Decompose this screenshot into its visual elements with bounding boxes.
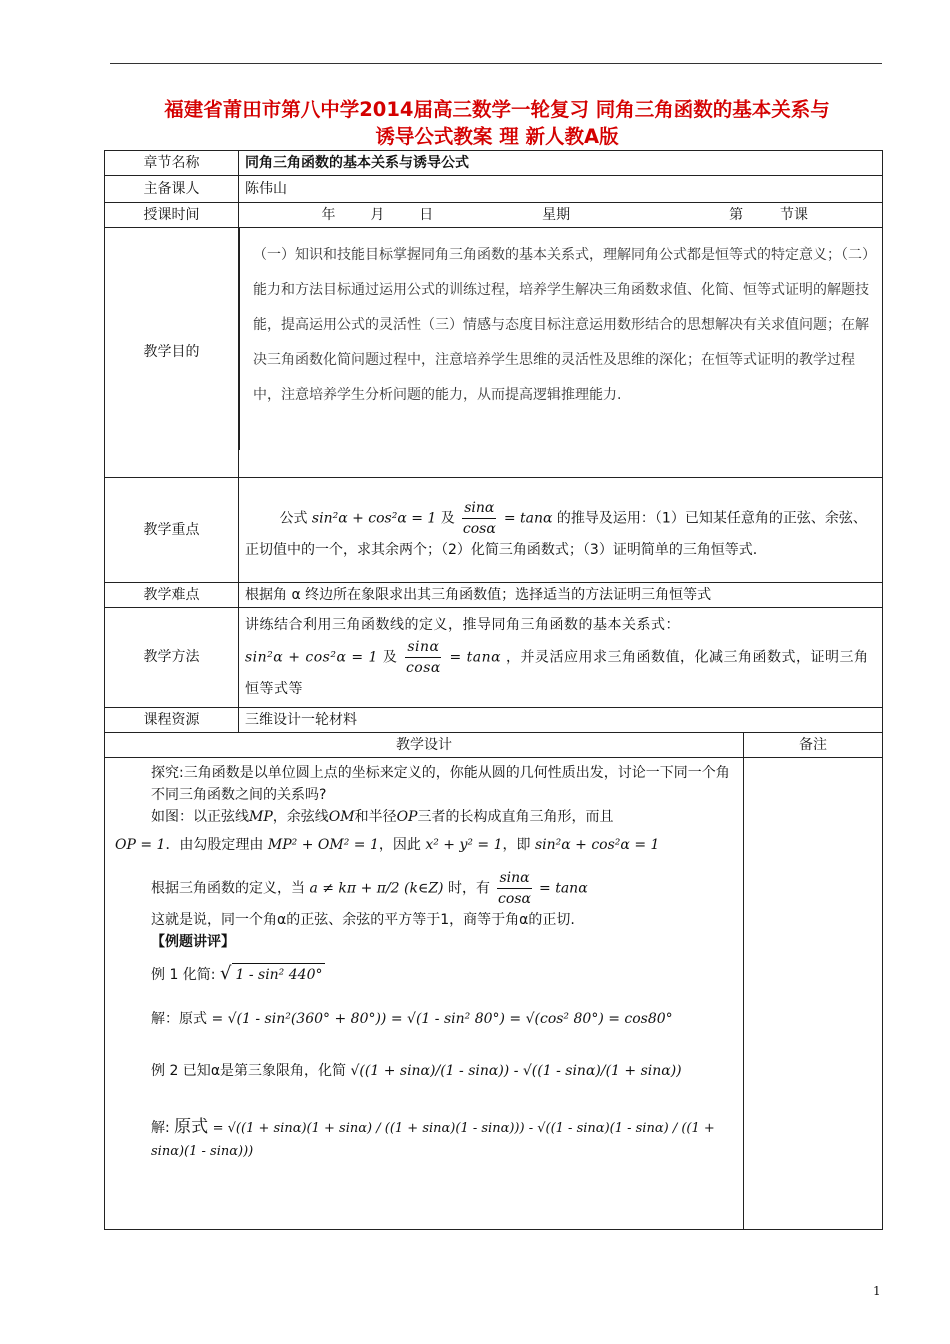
key-and: 及 — [440, 510, 455, 527]
time-month: 月 — [370, 206, 385, 223]
design-pythag: MP² + OM² = 1 — [267, 837, 379, 853]
design-xy: x² + y² = 1 — [425, 837, 503, 853]
chapter-value: 同角三角函数的基本关系与诱导公式 — [239, 151, 883, 176]
design-p4b: 时，有 — [447, 880, 490, 897]
design-mp: MP — [249, 809, 273, 825]
design-p3c: ，即 — [502, 837, 531, 853]
remark-header: 备注 — [744, 733, 883, 758]
time-section-post: 节课 — [779, 206, 808, 223]
document-title — [108, 96, 886, 150]
key-value — [239, 478, 883, 583]
method-formula-2: = tanα — [449, 649, 502, 666]
design-p2a: 如图：以正弦线 — [151, 809, 249, 825]
difficulty-value: 根据角 α 终边所在象限求出其三角函数值；选择适当的方法证明三角恒等式 — [239, 583, 883, 608]
purpose-inset — [239, 228, 882, 475]
design-header: 教学设计 — [105, 733, 744, 758]
design-p5: 这就是说，同一个角α的正弦、余弦的平方等于1，商等于角α的正切. — [151, 912, 575, 928]
key-label: 教学重点 — [105, 478, 239, 583]
key-fraction — [462, 498, 496, 539]
key-frac-num: sinα — [462, 498, 496, 519]
design-tan: = tanα — [539, 880, 588, 897]
teacher-value: 陈伟山 — [239, 176, 883, 203]
solution-2-expr: = √((1 + sinα)(1 + sinα) / ((1 + sinα)(1 - sinα))) - √((1 - sinα)(1 - sinα) / ((1 + sinα)(1 - sinα))) — [151, 1121, 715, 1159]
method-frac-den: cosα — [405, 660, 441, 676]
method-value — [239, 608, 883, 708]
design-p2 — [115, 806, 735, 828]
design-fraction — [497, 868, 531, 909]
page-number: 1 — [873, 1284, 881, 1298]
teacher-label: 主备课人 — [105, 176, 239, 203]
design-op1: OP = 1 — [115, 837, 166, 853]
row-key-points — [105, 478, 883, 583]
design-p4a: 根据三角函数的定义，当 — [151, 880, 305, 897]
design-p2d: 三者的长构成直角三角形，而且 — [417, 809, 614, 825]
design-p4 — [115, 868, 735, 909]
time-year: 年 — [321, 206, 336, 223]
design-condition: a ≠ kπ + π/2 (k∈Z) — [309, 880, 444, 897]
remark-cell — [744, 758, 883, 1230]
method-formula-1: sin²α + cos²α = 1 — [245, 649, 378, 666]
design-p2b: ，余弦线 — [272, 809, 329, 825]
solution-2-label: 解: — [151, 1120, 170, 1136]
resource-label: 课程资源 — [105, 708, 239, 733]
design-frac-num: sinα — [497, 868, 531, 889]
resource-value: 三维设计一轮材料 — [239, 708, 883, 733]
design-op: OP — [396, 809, 418, 825]
method-line-2: ，并灵活应用求三角函数值，化减三角函数式，证明三角恒等式等 — [245, 649, 869, 697]
purpose-text: （一）知识和技能目标掌握同角三角函数的基本关系式，理解同角公式都是恒等式的特定意义；（二）能力和方法目标通过运用公式的训练过程，培养学生解决三角函数求值、化简、恒等式证明的解题技能，提高运用公式的灵活性（三）情感与态度目标注意运用数形结合的思想解决有关求值问题；在解决三角函数化简问题过程中，注意培养学生思维的灵活性及思维的深化；在恒等式证明的教学过程中，注意培养学生分析问题的能力，从而提高逻辑推理能力. — [253, 247, 876, 403]
row-method — [105, 608, 883, 708]
design-content — [105, 758, 744, 1230]
example-2 — [115, 1060, 735, 1082]
key-prefix: 公式 — [279, 510, 308, 527]
row-design-body — [105, 758, 883, 1230]
example-2-expr: √((1 + sinα)/(1 - sinα)) - √((1 - sinα)/(1 + sinα)) — [350, 1063, 682, 1079]
time-weekday: 星期 — [542, 206, 571, 223]
purpose-label: 教学目的 — [105, 228, 239, 478]
key-formula-2: = tanα — [503, 510, 553, 527]
example-1-expr: 1 - sin² 440° — [232, 963, 325, 986]
method-and: 及 — [382, 649, 398, 666]
purpose-cell — [239, 228, 883, 478]
design-om: OM — [328, 809, 355, 825]
sqrt-icon: √ — [219, 963, 232, 984]
solution-1-expr: = √(1 - sin²(360° + 80°)) = √(1 - sin² 80°) = √(cos² 80°) = cos80° — [211, 1011, 673, 1027]
example-1-label: 例 1 化简: — [151, 967, 216, 983]
time-label: 授课时间 — [105, 203, 239, 228]
design-p3 — [115, 834, 735, 856]
design-identity: sin²α + cos²α = 1 — [534, 837, 660, 853]
header-rule — [110, 63, 882, 64]
time-section-pre: 第 — [729, 206, 744, 223]
solution-2 — [115, 1116, 735, 1163]
design-frac-den: cosα — [498, 891, 531, 907]
example-heading: 【例题讲评】 — [151, 934, 235, 950]
time-value — [239, 203, 883, 228]
row-resource — [105, 708, 883, 733]
design-p3a: ．由勾股定理由 — [165, 837, 264, 853]
title-line-1: 福建省莆田市第八中学2014届高三数学一轮复习 同角三角函数的基本关系与 — [164, 98, 830, 121]
key-frac-den: cosα — [462, 521, 496, 537]
chapter-label: 章节名称 — [105, 151, 239, 176]
solution-1-label: 解：原式 — [151, 1011, 207, 1027]
lesson-plan-table — [104, 150, 883, 1230]
row-teacher — [105, 176, 883, 203]
example-2-label: 例 2 已知 — [151, 1063, 211, 1079]
solution-2-mid: 原式 — [174, 1117, 209, 1137]
purpose-inset-border — [239, 228, 240, 450]
design-p2c: 和半径 — [354, 809, 397, 825]
example-2-mid: α是第三象限角，化简 — [210, 1063, 347, 1079]
time-day: 日 — [419, 206, 434, 223]
row-design-header — [105, 733, 883, 758]
design-p3b: ，因此 — [378, 837, 421, 853]
method-label: 教学方法 — [105, 608, 239, 708]
design-p1: 探究:三角函数是以单位圆上点的坐标来定义的，你能从圆的几何性质出发，讨论一下同一个角不同三角函数之间的关系吗? — [151, 765, 730, 803]
row-chapter — [105, 151, 883, 176]
row-time — [105, 203, 883, 228]
method-line-1: 讲练结合利用三角函数线的定义，推导同角三角函数的基本关系式： — [245, 617, 680, 633]
row-difficulty — [105, 583, 883, 608]
method-fraction — [405, 637, 441, 678]
key-suffix: 的推导及运用：（1）已知某任意角的正弦、余弦、正切值中的一个，求其余两个；（2）化简三角函数式；（3）证明简单的三角恒等式. — [245, 510, 867, 558]
solution-1 — [115, 1008, 735, 1030]
row-purpose — [105, 228, 883, 478]
title-line-2: 诱导公式教案 理 新人教A版 — [375, 125, 619, 148]
example-1 — [115, 963, 735, 986]
difficulty-label: 教学难点 — [105, 583, 239, 608]
key-formula-1: sin²α + cos²α = 1 — [311, 510, 437, 527]
method-frac-num: sinα — [405, 637, 441, 658]
